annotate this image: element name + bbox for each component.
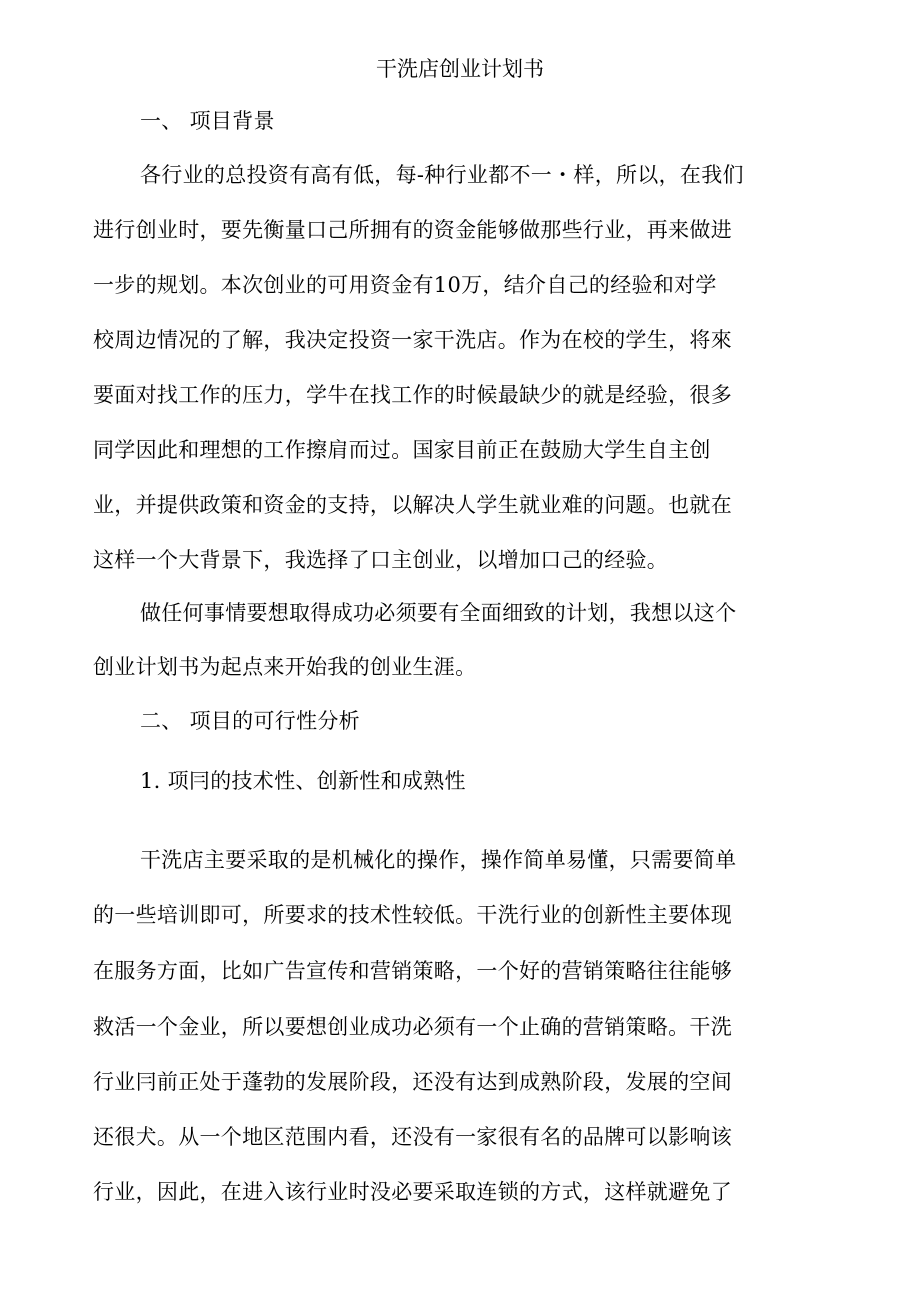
paragraph-line: 业，并提供政策和资金的支持，以解决人学生就业难的问题。也就在 <box>93 493 732 517</box>
paragraph-line: 进行创业时，要先衡量口己所拥有的资金能够做那些行业，再来做进 <box>93 218 732 242</box>
paragraph-line: 做任何事情要想取得成功必须要有全面细致的计划，我想以这个 <box>140 601 737 625</box>
paragraph-line: 各行业的总投资有高有低，每-种行业都不一・样，所以，在我们 <box>140 163 744 187</box>
paragraph-line: 这样一个大背景下，我选择了口主创业，以增加口己的经验。 <box>93 548 669 572</box>
paragraph-line: 创业计划书为起点来开始我的创业生涯。 <box>93 655 477 679</box>
paragraph-line: 要面对找工作的压力，学牛在找工作的时候最缺少的就是经验，很多 <box>93 383 732 407</box>
paragraph-line: 在服务方面，比如广告宣传和营销策略，一个好的营销策略往往能够 <box>93 959 732 983</box>
subsection-heading-technology: 1. 项冃的技术性、创新性和成熟性 <box>140 769 466 793</box>
paragraph-line: 同学因此和理想的工作擦肩而过。国家目前正在鼓励大学生自主创 <box>93 438 711 462</box>
paragraph-line: 校周边情况的了解，我决定投资一家干洗店。作为在校的学生，将來 <box>93 328 732 352</box>
paragraph-line: 一步的规划。本次创业的可用资金有10万，结介自己的经验和对学 <box>93 273 717 297</box>
section-heading-feasibility: 二、 项目的可行性分析 <box>140 709 360 733</box>
paragraph-line: 的一些培训即可，所要求的技术性较低。干洗行业的创新性主要体现 <box>93 903 732 927</box>
section-heading-background: 一、 项目背景 <box>140 109 275 133</box>
paragraph-line: 救活一个金业，所以要想创业成功必须有一个止确的营销策略。干洗 <box>93 1015 732 1039</box>
paragraph-line: 干洗店主要采取的是机械化的操作，操作简单易懂，只需要简单 <box>140 848 737 872</box>
paragraph-line: 行业，因此，在进入该行业时没必要采取连锁的方式，这样就避免了 <box>93 1180 732 1204</box>
paragraph-line: 行业冃前正处于蓬勃的发展阶段，还没有达到成熟阶段，发展的空间 <box>93 1070 732 1094</box>
document-title: 干洗店创业计划书 <box>376 57 544 81</box>
paragraph-line: 还很犬。从一个地区范围内看，还没有一家很有名的品牌可以影响该 <box>93 1125 732 1149</box>
